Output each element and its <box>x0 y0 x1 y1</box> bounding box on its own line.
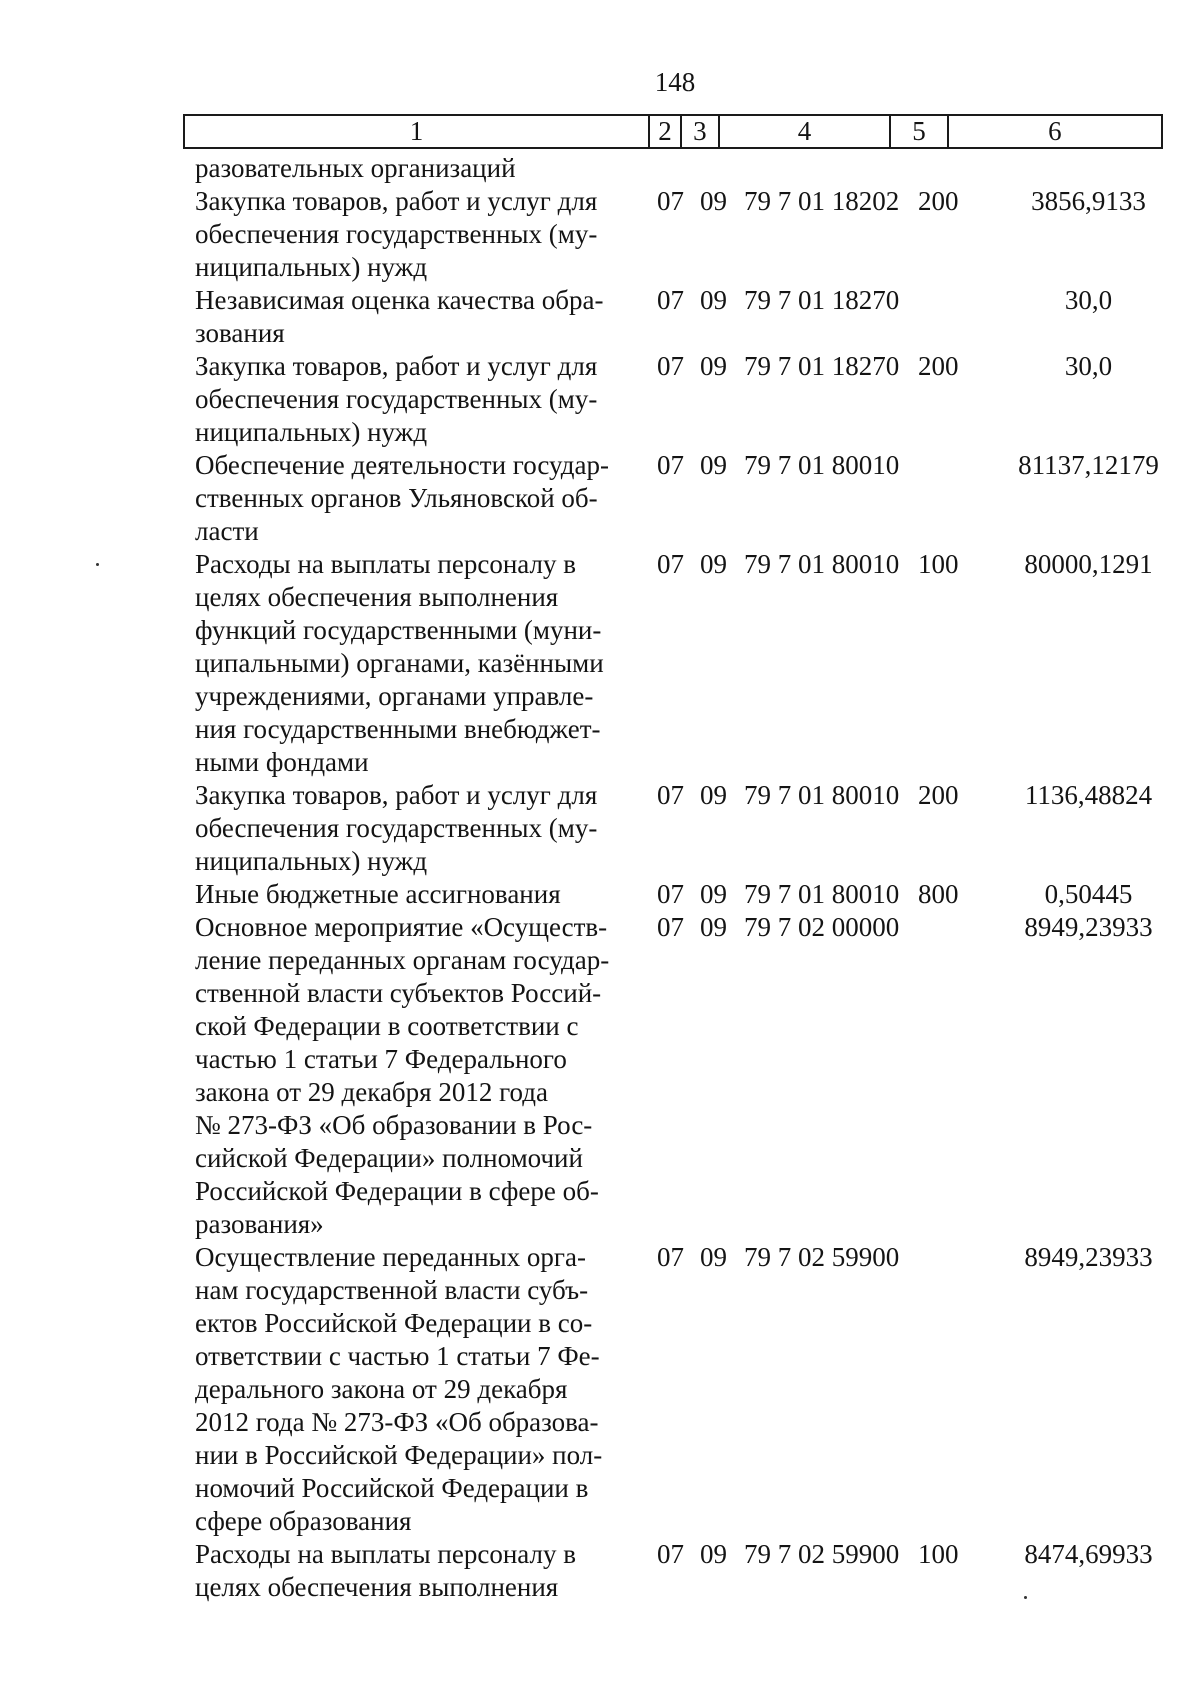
row-section-code: 07 <box>657 549 684 579</box>
row-target-article: 79 7 01 80010 <box>744 879 900 909</box>
row-section-code: 07 <box>657 1242 684 1272</box>
table-row <box>195 284 1195 350</box>
row-amount: 0,50445 <box>1044 879 1133 909</box>
scan-speck <box>1024 1596 1027 1599</box>
row-section-code: 07 <box>657 879 684 909</box>
column-header-6: 6 <box>1048 116 1062 146</box>
row-subsection-code: 09 <box>700 1539 727 1569</box>
row-section-code: 07 <box>657 1539 684 1569</box>
table-row <box>195 1538 1195 1604</box>
table-row <box>195 548 1195 779</box>
row-target-article: 79 7 02 59900 <box>744 1242 900 1272</box>
row-section-code: 07 <box>657 285 684 315</box>
column-header-2: 2 <box>650 116 682 147</box>
row-amount: 8949,23933 <box>1024 912 1153 942</box>
budget-table-body <box>195 152 1195 1604</box>
row-description: Осуществление переданных орга- нам государственной власти субъ- ектов Российской Федерации в со- ответствии с частью 1 статьи 7 Фе- дерального закона от 29 декабря 2012 года № 273-ФЗ «Об образова- нии в Российской Федерации» пол- номочий Российской Федерации в сфере образования <box>195 1242 603 1536</box>
row-target-article: 79 7 01 80010 <box>744 549 900 579</box>
row-amount: 8949,23933 <box>1024 1242 1153 1272</box>
row-amount: 3856,9133 <box>1031 186 1146 216</box>
row-subsection-code: 09 <box>700 186 727 216</box>
column-header-4: 4 <box>720 116 891 147</box>
row-expense-type: 100 <box>918 1539 959 1569</box>
column-header-5: 5 <box>891 116 949 147</box>
row-amount: 1136,48824 <box>1024 780 1153 810</box>
row-description: Закупка товаров, работ и услуг для обеспечения государственных (му- ниципальных) нужд <box>195 780 598 876</box>
row-amount: 8474,69933 <box>1024 1539 1153 1569</box>
table-row <box>195 185 1195 284</box>
row-subsection-code: 09 <box>700 351 727 381</box>
row-expense-type: 200 <box>918 780 959 810</box>
row-expense-type: 100 <box>918 549 959 579</box>
row-description: разовательных организаций <box>195 153 516 183</box>
row-subsection-code: 09 <box>700 912 727 942</box>
row-expense-type: 200 <box>918 186 959 216</box>
table-row <box>195 449 1195 548</box>
row-description: Закупка товаров, работ и услуг для обеспечения государственных (му- ниципальных) нужд <box>195 351 598 447</box>
row-target-article: 79 7 01 18270 <box>744 285 900 315</box>
row-target-article: 79 7 02 00000 <box>744 912 900 942</box>
row-section-code: 07 <box>657 186 684 216</box>
row-description: Закупка товаров, работ и услуг для обеспечения государственных (му- ниципальных) нужд <box>195 186 598 282</box>
page-number: 148 <box>654 67 696 97</box>
row-section-code: 07 <box>657 912 684 942</box>
row-target-article: 79 7 01 80010 <box>744 450 900 480</box>
row-description: Обеспечение деятельности государ- ственных органов Ульяновской об- ласти <box>195 450 610 546</box>
column-header-1: 1 <box>185 116 650 147</box>
row-target-article: 79 7 01 18202 <box>744 186 900 216</box>
row-target-article: 79 7 01 18270 <box>744 351 900 381</box>
table-row <box>195 911 1195 1241</box>
row-section-code: 07 <box>657 450 684 480</box>
table-row <box>195 779 1195 878</box>
row-amount: 30,0 <box>1064 351 1113 381</box>
row-section-code: 07 <box>657 780 684 810</box>
row-target-article: 79 7 02 59900 <box>744 1539 900 1569</box>
row-subsection-code: 09 <box>700 1242 727 1272</box>
row-target-article: 79 7 01 80010 <box>744 780 900 810</box>
column-header-row <box>183 114 1163 149</box>
row-subsection-code: 09 <box>700 450 727 480</box>
row-amount: 30,0 <box>1064 285 1113 315</box>
table-row <box>195 1241 1195 1538</box>
row-description: Основное мероприятие «Осуществ- ление переданных органам государ- ственной власти субъектов Россий- ской Федерации в соответствии с частью 1 статьи 7 Федерального закона от 29 декабря 2012 года № 273-ФЗ «Об образовании в Рос- сийской Федерации» полномочий Российской Федерации в сфере об- разования» <box>195 912 610 1239</box>
scan-speck <box>96 563 99 566</box>
row-amount: 80000,1291 <box>1024 549 1153 579</box>
row-subsection-code: 09 <box>700 549 727 579</box>
row-subsection-code: 09 <box>700 879 727 909</box>
row-subsection-code: 09 <box>700 285 727 315</box>
row-description: Расходы на выплаты персоналу в целях обеспечения выполнения функций государственными (муни- ципальными) органами, казёнными учреждениями, органами управле- ния государственными внебюджет- ными фондами <box>195 549 604 777</box>
row-section-code: 07 <box>657 351 684 381</box>
table-row <box>195 878 1195 911</box>
row-expense-type: 200 <box>918 351 959 381</box>
row-amount: 81137,12179 <box>1018 450 1159 480</box>
row-description: Расходы на выплаты персоналу в целях обеспечения выполнения <box>195 1539 576 1602</box>
table-row <box>195 350 1195 449</box>
row-description: Независимая оценка качества обра- зования <box>195 285 604 348</box>
table-row <box>195 152 1195 185</box>
row-description: Иные бюджетные ассигнования <box>195 879 561 909</box>
row-subsection-code: 09 <box>700 780 727 810</box>
row-expense-type: 800 <box>918 879 959 909</box>
column-header-3: 3 <box>682 116 720 147</box>
